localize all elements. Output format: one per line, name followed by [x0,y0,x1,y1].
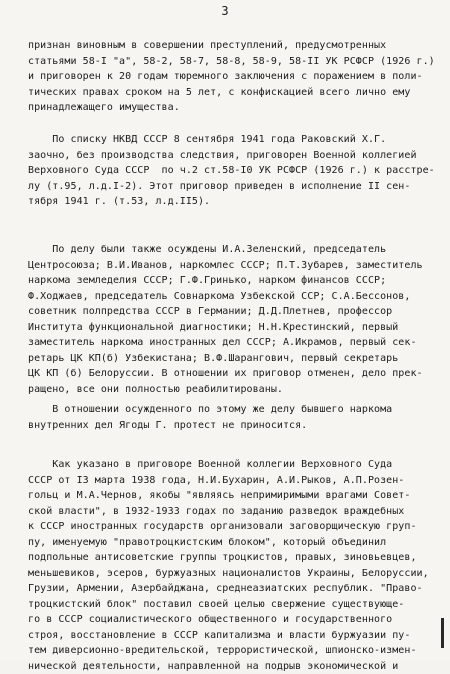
text-line: строя, восстановление в СССР капитализма и власти буржуазии пу- [28,629,411,641]
text-line: ской власти", в 1932-1933 годах по заданию разведок враждебных [28,505,405,517]
text-line: Грузии, Армении, Азербайджана, среднеазиатских республик. "Право- [28,583,423,594]
text-line: нической деятельности, направленной на подрыв экономической и [28,660,399,672]
text-line: лу (т.95, л.д.I-2). Этот приговор приведен в исполнение II сен- [28,180,411,192]
text-line: По делу были также осуждены И.А.Зеленский, председатель [28,244,387,255]
text-line: ращено, все они полностью реабилитированы. [28,383,283,395]
text-line: меньшевиков, эсеров, буржуазных националистов Украины, Белоруссии, [28,567,429,579]
text-line: Центросоюза; В.И.Иванов, наркомлес СССР; П.Т.Зубарев, заместитель [28,259,423,271]
text-line: пу, именуемую "правотроцкистским блоком", который объединил [28,536,387,548]
text-line: гольц и М.А.Чернов, якобы "являясь непримиримыми врагами Совет- [28,490,411,501]
text-line: ретарь ЦК КП(б) Узбекистана; В.Ф.Шарангович, первый секретарь [28,352,399,364]
text-line: советник полпредства СССР в Германии; Д.Д.Плетнев, профессор [28,306,393,317]
text-line: заместитель наркома иностранных дел СССР; А.Икрамов, первый сек- [28,337,417,348]
text-line: го в СССР социалистического общественного и государственного [28,614,393,625]
text-line: Института функциональной диагностики; Н.Н.Крестинский, первый [28,321,399,333]
text-line: Верховного Суда СССР по ч.2 ст.58-I0 УК РСФСР (1926 г.) к расстре- [28,165,435,176]
page-number: 3 [221,4,229,18]
text-line: В отношении осужденного по этому же делу бывшего наркома [28,404,393,415]
text-line: статьями 58-I "а", 58-2, 58-7, 58-8, 58-9, 58-II УК РСФСР (1926 г.) [28,55,435,67]
text-line: и приговорен к 20 годам тюремного заключения с поражением в поли- [28,71,423,82]
text-line: подпольные антисоветские группы троцкистов, правых, зиновьевцев, [28,552,417,563]
text-line: признан виновным в совершении преступлений, предусмотренных [28,40,387,51]
text-line: внутренних дел Ягоды Г. протест не приносится. [28,419,308,431]
text-line: Ф.Ходжаев, председатель Совнаркома Узбекской ССР; С.А.Бессонов, [28,290,411,302]
text-line: троцкистский блок" поставил своей целью свержение существующе- [28,598,405,610]
text-line: ЦК КП (б) Белоруссии. В отношении их приговор отменен, дело прек- [28,368,423,379]
text-line: заочно, без производства следствия, приговорен Военной коллегией [28,149,417,161]
text-line: к СССР иностранных государств организовали заговорщическую груп- [28,521,417,532]
scan-edge-mark [441,618,444,648]
text-line: По списку НКВД СССР 8 сентября 1941 года Раковский Х.Г. [28,134,387,145]
text-line: принадлежащего имущества. [28,102,180,113]
text-line: тября 1941 г. (т.53, л.д.II5). [28,196,211,207]
text-line: тических правах сроком на 5 лет, с конфискацией всего лично ему [28,86,411,98]
text-line: тем диверсионно-вредительской, террористической, шпионско-измен- [28,645,417,656]
text-line: СССР от I3 марта 1938 года, Н.И.Бухарин, А.И.Рыков, А.П.Розен- [28,474,405,486]
text-line: Как указано в приговоре Военной коллегии Верховного Суда [28,459,393,470]
text-line: наркома земледелия СССР; Г.Ф.Гринько, нарком финансов СССР; [28,275,387,286]
